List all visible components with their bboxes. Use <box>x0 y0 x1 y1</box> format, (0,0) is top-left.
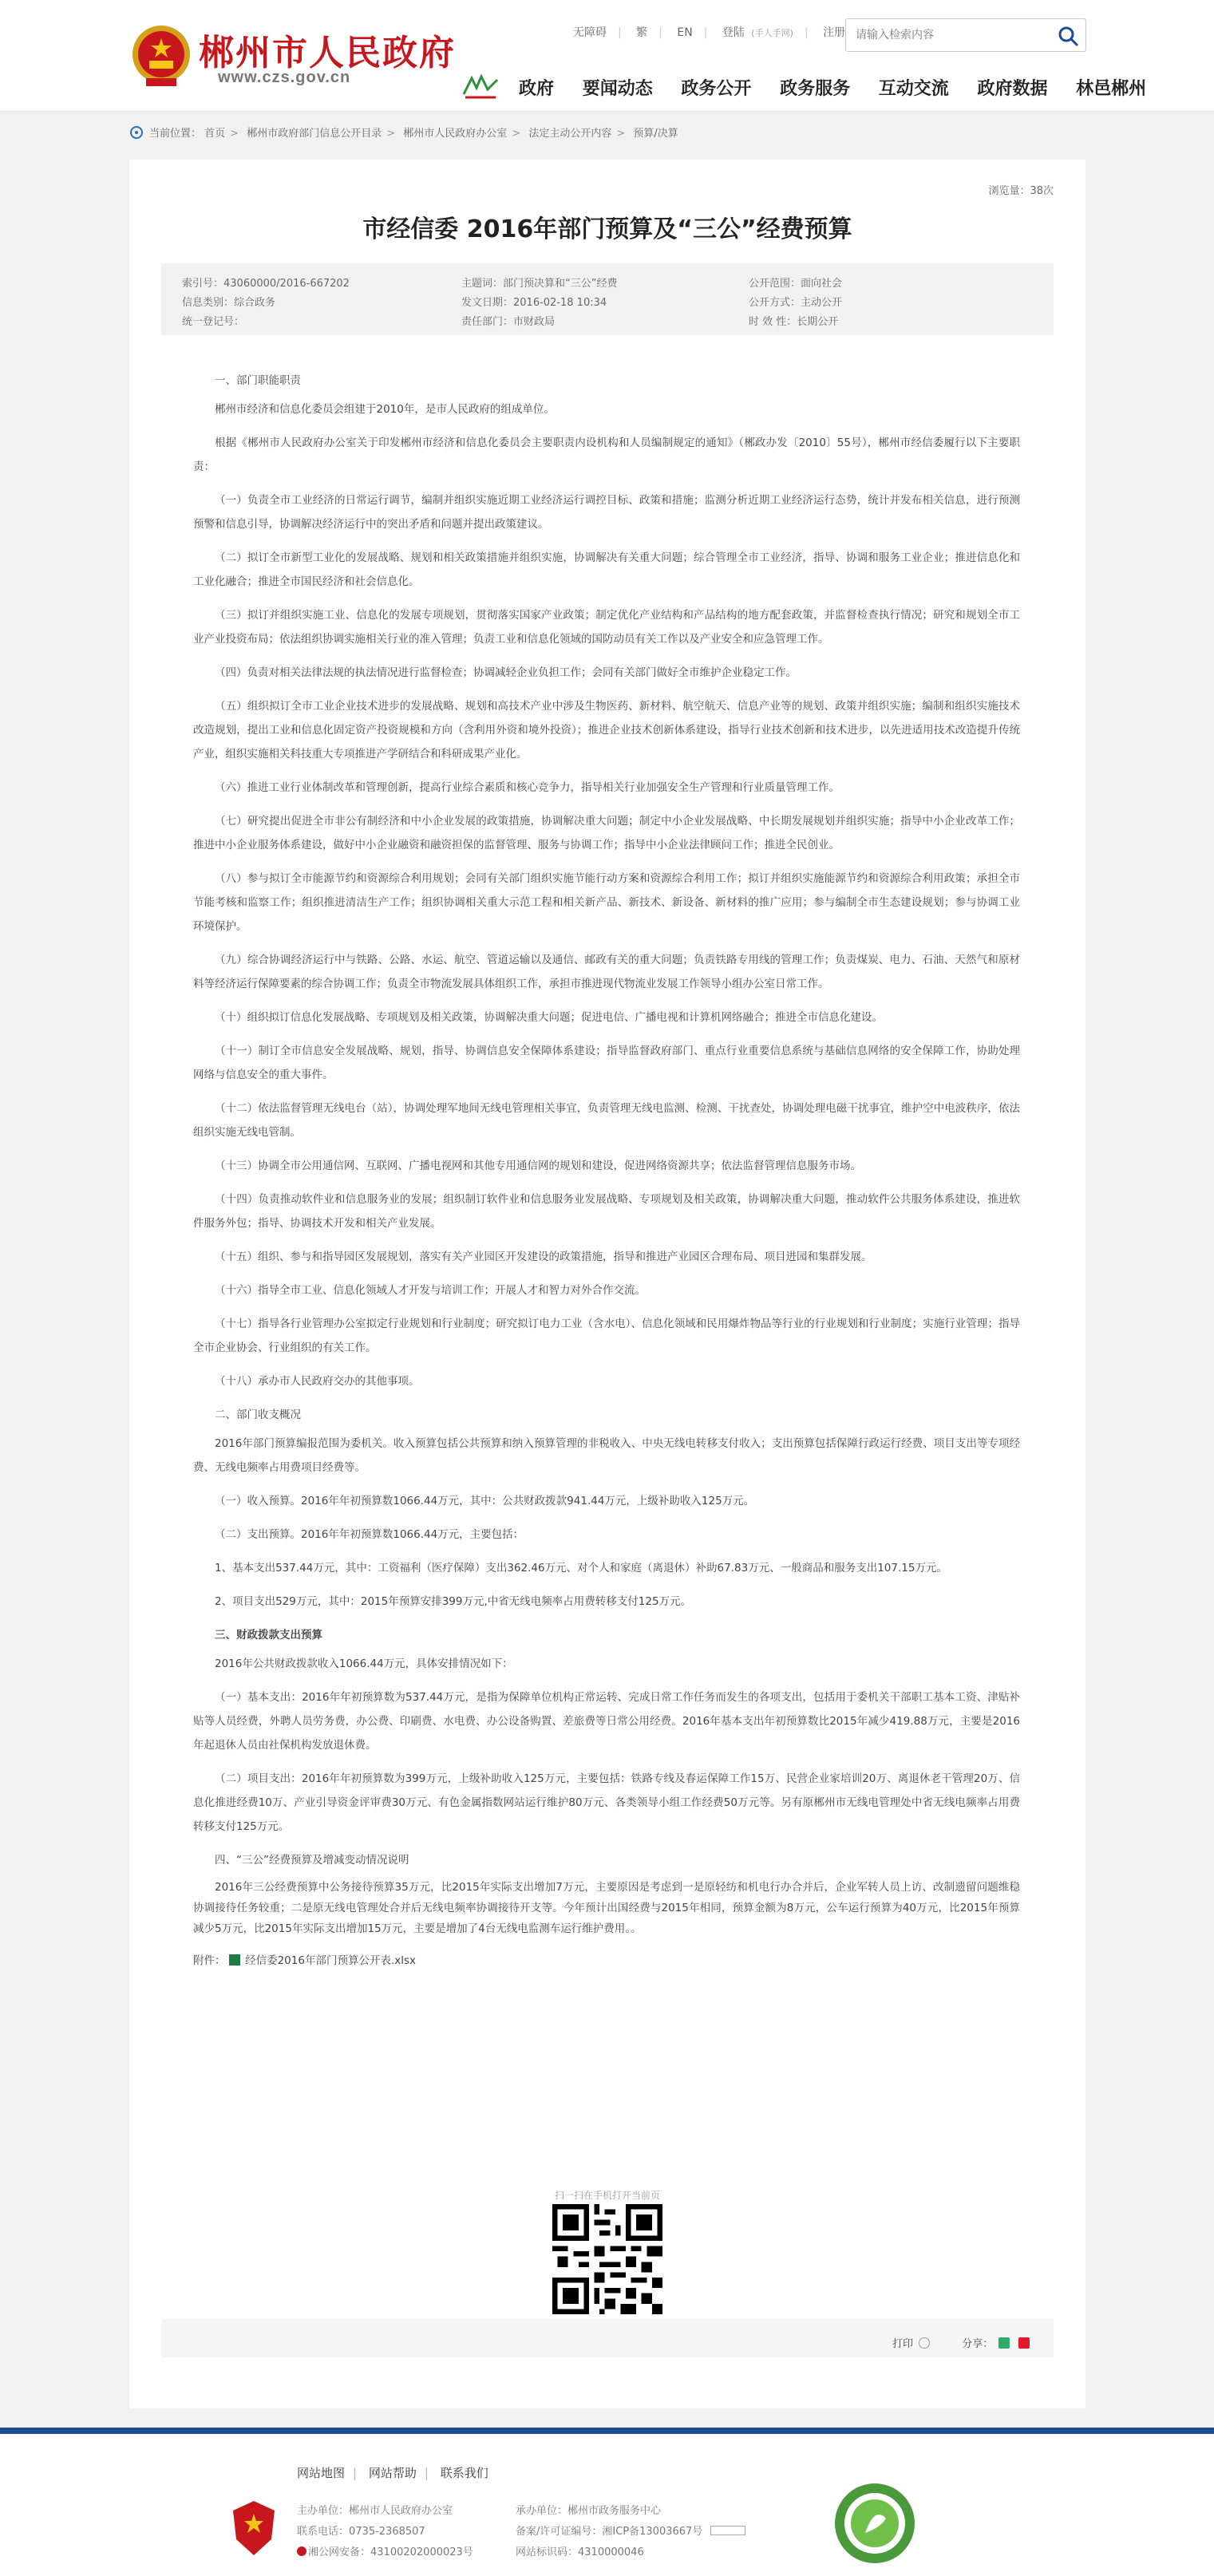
location-pin-icon <box>130 126 143 139</box>
body-paragraph: （八）参与拟订全市能源节约和资源综合利用规划；会同有关部门组织实施节能行动方案和资源综合利用工作；拟订并组织实施能源节约和资源综合利用政策；承担全市节能考核和监察工作；组织推进清洁生产工作；组织协调相关重大示范工程和相关新产品、新技术、新设备、新材料的推广应用；参与编制全市生态建设规划；参与协调工业环境保护。 <box>193 872 1020 933</box>
body-paragraph: （十四）负责推动软件业和信息服务业的发展；组织制订软件业和信息服务业发展战略、专项规划及相关政策，协调解决重大问题，推动软件公共服务体系建设，推进软件服务外包；指导、协调技术开发和相关产业发展。 <box>193 1193 1020 1230</box>
footer-info-left <box>297 2501 473 2563</box>
body-paragraph: 2016年部门预算编报范围为委机关。收入预算包括公共预算和纳入预算管理的非税收入、中央无线电转移支付收入；支出预算包括保障行政运行经费、项目支出等专项经费、无线电频率占用费项目经费等。 <box>193 1437 1020 1474</box>
login-hint: (手人手网) <box>751 28 793 38</box>
body-paragraph: （十）组织拟订信息化发展战略、专项规划及相关政策，协调解决重大问题；促进电信、广播电视和计算机网络融合；推进全市信息化建设。 <box>215 1011 883 1024</box>
meta-scope: 公开范围：面向社会 <box>749 278 843 290</box>
body-paragraph: （十三）协调全市公用通信网、互联网、广播电视网和其他专用通信网的规划和建设，促进网络资源共享；依法监督管理信息服务市场。 <box>215 1160 861 1172</box>
weibo-icon[interactable] <box>1018 2337 1030 2349</box>
footer-link-help[interactable]: 网站帮助 <box>368 2466 417 2480</box>
meta-validity: 时 效 性：长期公开 <box>749 316 839 328</box>
city-symbol-icon <box>461 72 500 99</box>
meta-index-no: 索引号：43060000/2016-667202 <box>182 278 350 290</box>
accessibility-link[interactable]: 无障碍 <box>573 26 607 39</box>
breadcrumb-label: 当前位置： <box>149 128 202 140</box>
article-body <box>193 369 1020 1982</box>
body-paragraph: （二）拟订全市新型工业化的发展战略、规划和相关政策措施并组织实施，协调解决有关重大问题；综合管理全市工业经济，指导、协调和服务工业企业；推进信息化和工业化融合；推进全市国民经济和社会信息化。 <box>193 551 1020 588</box>
footer-police-text[interactable]: 湘公网安备：43100202000023号 <box>308 2546 473 2558</box>
footer-host: 主办单位：郴州市人民政府办公室 <box>297 2505 453 2517</box>
footer-link-sitemap[interactable]: 网站地图 <box>297 2466 346 2480</box>
body-paragraph: （四）负责对相关法律法规的执法情况进行监督检查；协调减轻企业负担工作；会同有关部门做好全市维护企业稳定工作。 <box>215 666 797 679</box>
body-paragraph: 2016年公共财政拨款收入1066.44万元，具体安排情况如下： <box>215 1657 513 1670</box>
body-paragraph: （二）支出预算。2016年年初预算数1066.44万元，主要包括： <box>215 1528 524 1541</box>
nav-item-government[interactable]: 政府 <box>519 79 555 99</box>
police-badge-icon <box>297 2546 306 2556</box>
body-paragraph: （一）收入预算。2016年年初预算数1066.44万元，其中：公共财政拨款941.44万元，上级补助收入125万元。 <box>215 1495 755 1507</box>
body-paragraph: 根据《郴州市人民政府办公室关于印发郴州市经济和信息化委员会主要职责内设机构和人员编制规定的通知》（郴政办发〔2010〕55号），郴州市经信委履行以下主要职责： <box>193 437 1020 473</box>
section-heading: 一、部门职能职责 <box>215 374 301 387</box>
body-paragraph: （二）项目支出：2016年年初预算数为399万元，上级补助收入125万元，主要包括：铁路专线及春运保障工作15万、民营企业家培训20万、离退休老干管理20万、信息化推进经费10万、产业引导资金评审费30万元、有色金属指数网站运行维护80万元、各类领导小组工作经费50万元等。另有原郴州市无线电管理处中省无线电频率占用费转移支付125万元。 <box>193 1772 1020 1833</box>
attachment <box>193 1949 1020 1973</box>
body-paragraph: （十六）指导全市工业、信息化领域人才开发与培训工作；开展人才和智力对外合作交流。 <box>215 1284 646 1297</box>
national-emblem-icon <box>130 22 192 89</box>
footer-links: 网站地图 | 网站帮助 | 联系我们 <box>297 2466 488 2480</box>
share-label: 分享： <box>962 2338 994 2350</box>
view-count: 浏览量：38次 <box>988 185 1054 197</box>
print-icon[interactable] <box>919 2337 930 2349</box>
document-meta <box>161 263 1054 335</box>
search-input[interactable] <box>856 27 1047 43</box>
body-paragraph: （六）推进工业行业体制改革和管理创新，提高行业综合素质和核心竞争力，指导相关行业加强安全生产管理和行业质量管理工作。 <box>215 781 840 794</box>
footer-phone: 联系电话：0735-2368507 <box>297 2526 425 2538</box>
attachment-label: 附件： <box>193 1954 226 1967</box>
body-paragraph: 2016年三公经费预算中公务接待预算35万元，比2015年实际支出增加7万元，主要原因是考虑到一是原轻纺和机电行办合并后，企业军转人员上访、改制遗留问题维稳协调接待任务较重；二是原无线电管理处合并后无线电频率协调接待开支等。今年预计出国经费与2015年相同，预算金额为8万元，公车运行预算为40万元，比2015年预算减少5万元，比2015年实际支出增加15万元，主要是增加了4台无线电监测车运行维护费用。。 <box>193 1881 1020 1935</box>
body-paragraph: （十五）组织、参与和指导园区发展规划，落实有关产业园区开发建设的政策措施，指导和推进产业园区合理布局、项目进园和集群发展。 <box>215 1250 872 1263</box>
register-link[interactable]: 注册 <box>823 26 846 39</box>
qr-code-icon <box>552 2204 662 2314</box>
body-paragraph: （一）基本支出：2016年年初预算数为537.44万元，是指为保障单位机构正常运转、完成日常工作任务而发生的各项支出，包括用于委机关干部职工基本工资、津贴补贴等人员经费，外聘人员劳务费，办公费、印刷费、水电费、办公设备购置、差旅费等日常公用经费。2016年基本支出年初预算数比2015年减少419.88万元，主要是2016年起退休人员由社保机构发放退休费。 <box>193 1691 1020 1752</box>
site-logo[interactable] <box>130 19 456 99</box>
footer-link-contact[interactable]: 联系我们 <box>440 2466 488 2480</box>
article-container <box>129 160 1085 2408</box>
wechat-icon[interactable] <box>998 2337 1010 2349</box>
nav-item-services[interactable]: 政务服务 <box>780 79 851 99</box>
footer-police <box>297 2542 473 2563</box>
breadcrumb-item[interactable]: 首页 <box>204 128 226 140</box>
party-gov-badge-icon[interactable] <box>231 2499 276 2557</box>
breadcrumb-item[interactable]: 预算/决算 <box>633 128 678 140</box>
nav-item-interaction[interactable]: 互动交流 <box>878 79 949 99</box>
body-paragraph: 2、项目支出529万元，其中：2015年预算安排399万元,中省无线电频率占用费转移支付125万元。 <box>215 1595 692 1608</box>
footer-site-code: 网站标识码：4310000046 <box>516 2546 644 2558</box>
print-button[interactable]: 打印 <box>892 2338 914 2350</box>
body-paragraph: （五）组织拟订全市工业企业技术进步的发展战略、规划和高技术产业中涉及生物医药、新材料、航空航天、信息产业等的规划、政策并组织实施；编制和组织实施技术改造规划，提出工业和信息化固定资产投资规模和方向（含利用外资和境外投资）；推进企业技术创新体系建设，指导行业技术创新和技术进步，以先进适用技术改造提升传统产业，组织实施相关科技重大专项推进产学研结合和科研成果产业化。 <box>193 700 1020 761</box>
site-name: 郴州市人民政府 <box>199 33 456 73</box>
footer-undertaker: 承办单位：郴州市政务服务中心 <box>516 2505 662 2517</box>
excel-file-icon <box>229 1954 240 1966</box>
body-paragraph: （九）综合协调经济运行中与铁路、公路、水运、航空、管道运输以及通信、邮政有关的重大问题；负责铁路专用线的管理工作；负责煤炭、电力、石油、天然气和原材料等经济运行保障要素的综合协调工作；负责全市物流发展具体组织工作，承担市推进现代物流业发展工作领导小组办公室日常工作。 <box>193 954 1020 990</box>
attachment-link[interactable]: 经信委2016年部门预算公开表.xlsx <box>245 1954 417 1967</box>
footer-icp-text[interactable]: 备案/许可证编号：湘ICP备13003667号 <box>516 2526 703 2538</box>
body-paragraph: （一）负责全市工业经济的日常运行调节，编制并组织实施近期工业经济运行调控目标、政策和措施；监测分析近期工业经济运行态势，统计并发布相关信息，进行预测预警和信息引导，协调解决经济运行中的突出矛盾和问题并提出政策建议。 <box>193 494 1020 531</box>
nav-item-disclosure[interactable]: 政务公开 <box>681 79 752 99</box>
body-paragraph: （十一）制订全市信息安全发展战略、规划，指导、协调信息安全保障体系建设；指导监督政府部门、重点行业重要信息系统与基础信息网络的安全保障工作，协助处理网络与信息安全的重大事件。 <box>193 1045 1020 1081</box>
footer-icp <box>516 2522 745 2542</box>
nav-item-data[interactable]: 政府数据 <box>977 79 1048 99</box>
breadcrumb-item[interactable]: 郴州市政府部门信息公开目录 <box>247 128 382 140</box>
footer-info-right <box>516 2501 745 2563</box>
meta-subject: 主题词：部门预决算和“三公”经费 <box>461 278 618 290</box>
qr-label: 扫一扫在手机打开当前页 <box>554 2190 660 2201</box>
body-paragraph: （十八）承办市人民政府交办的其他事项。 <box>215 1375 420 1388</box>
top-links: 无障碍 | 繁 | EN | 登陆 (手人手网) | 注册 <box>573 26 846 39</box>
meta-pub-date: 发文日期：2016-02-18 10:34 <box>461 297 607 309</box>
body-paragraph: 1、基本支出537.44万元，其中：工资福利（医疗保障）支出362.46万元、对个人和家庭（离退休）补助67.83万元、一般商品和服务支出107.15万元。 <box>215 1562 947 1574</box>
civilized-website-badge-icon[interactable] <box>833 2482 916 2565</box>
search-box <box>845 18 1086 52</box>
breadcrumb: 当前位置： 首页 > 郴州市政府部门信息公开目录 > 郴州市人民政府办公室 > 法定主动公开内容 > 预算/决算 <box>130 124 678 140</box>
meta-method: 公开方式：主动公开 <box>749 297 843 309</box>
section-heading: 二、部门收支概况 <box>215 1409 301 1421</box>
page-title: 市经信委 2016年部门预算及“三公”经费预算 <box>362 215 852 243</box>
traditional-chinese-link[interactable]: 繁 <box>636 26 648 39</box>
breadcrumb-item[interactable]: 郴州市人民政府办公室 <box>403 128 508 140</box>
meta-responsible: 责任部门：市财政局 <box>461 316 556 328</box>
site-footer <box>0 2428 1214 2576</box>
section-heading: 四、“三公”经费预算及增减变动情况说明 <box>215 1854 409 1867</box>
nav-item-linyi[interactable]: 林邑郴州 <box>1076 79 1147 99</box>
meta-unified-no: 统一登记号： <box>182 316 245 328</box>
body-paragraph: （七）研究提出促进全市非公有制经济和中小企业发展的政策措施，协调解决重大问题；制定中小企业发展战略、中长期发展规划并组织实施；指导中小企业改革工作；推进中小企业服务体系建设，做好中小企业融资和融资担保的监督管理、服务与协调工作；指导中小企业法律顾问工作；推进全民创业。 <box>193 815 1020 851</box>
main-nav <box>519 75 1146 100</box>
login-link[interactable]: 登陆 <box>722 26 745 39</box>
nav-item-news[interactable]: 要闻动态 <box>582 79 653 99</box>
english-link[interactable]: EN <box>677 26 693 39</box>
body-paragraph: （十七）指导各行业管理办公室拟定行业规划和行业制度；研究拟订电力工业（含水电）、信息化领域和民用爆炸物品等行业的行业规划和行业制度；实施行业管理；指导全市企业协会、行业组织的有关工作。 <box>193 1318 1020 1354</box>
meta-category: 信息类别：综合政务 <box>182 297 276 309</box>
body-paragraph: （三）拟订并组织实施工业、信息化的发展专项规划，贯彻落实国家产业政策；制定优化产业结构和产品结构的地方配套政策，并监督检查执行情况；研究和规划全市工业产业投资布局；依法组织协调实施相关行业的准入管理；负责工业和信息化领域的国防动员有关工作以及产业安全和应急管理工作。 <box>193 609 1020 646</box>
share-tools <box>892 2335 1032 2350</box>
site-header <box>0 0 1214 112</box>
section-heading: 三、财政拨款支出预算 <box>215 1629 322 1642</box>
body-paragraph: （十二）依法监督管理无线电台（站），协调处理军地间无线电管理相关事宜，负责管理无线电监测、检测、干扰查处，协调处理电磁干扰事宜，维护空中电波秩序，依法组织实施无线电管制。 <box>193 1102 1020 1139</box>
icp-badge-icon <box>710 2526 745 2535</box>
body-paragraph: 郴州市经济和信息化委员会组建于2010年，是市人民政府的组成单位。 <box>215 403 555 416</box>
breadcrumb-item[interactable]: 法定主动公开内容 <box>528 128 612 140</box>
site-domain: www.czs.gov.cn <box>218 69 351 86</box>
search-icon[interactable] <box>1057 25 1079 47</box>
